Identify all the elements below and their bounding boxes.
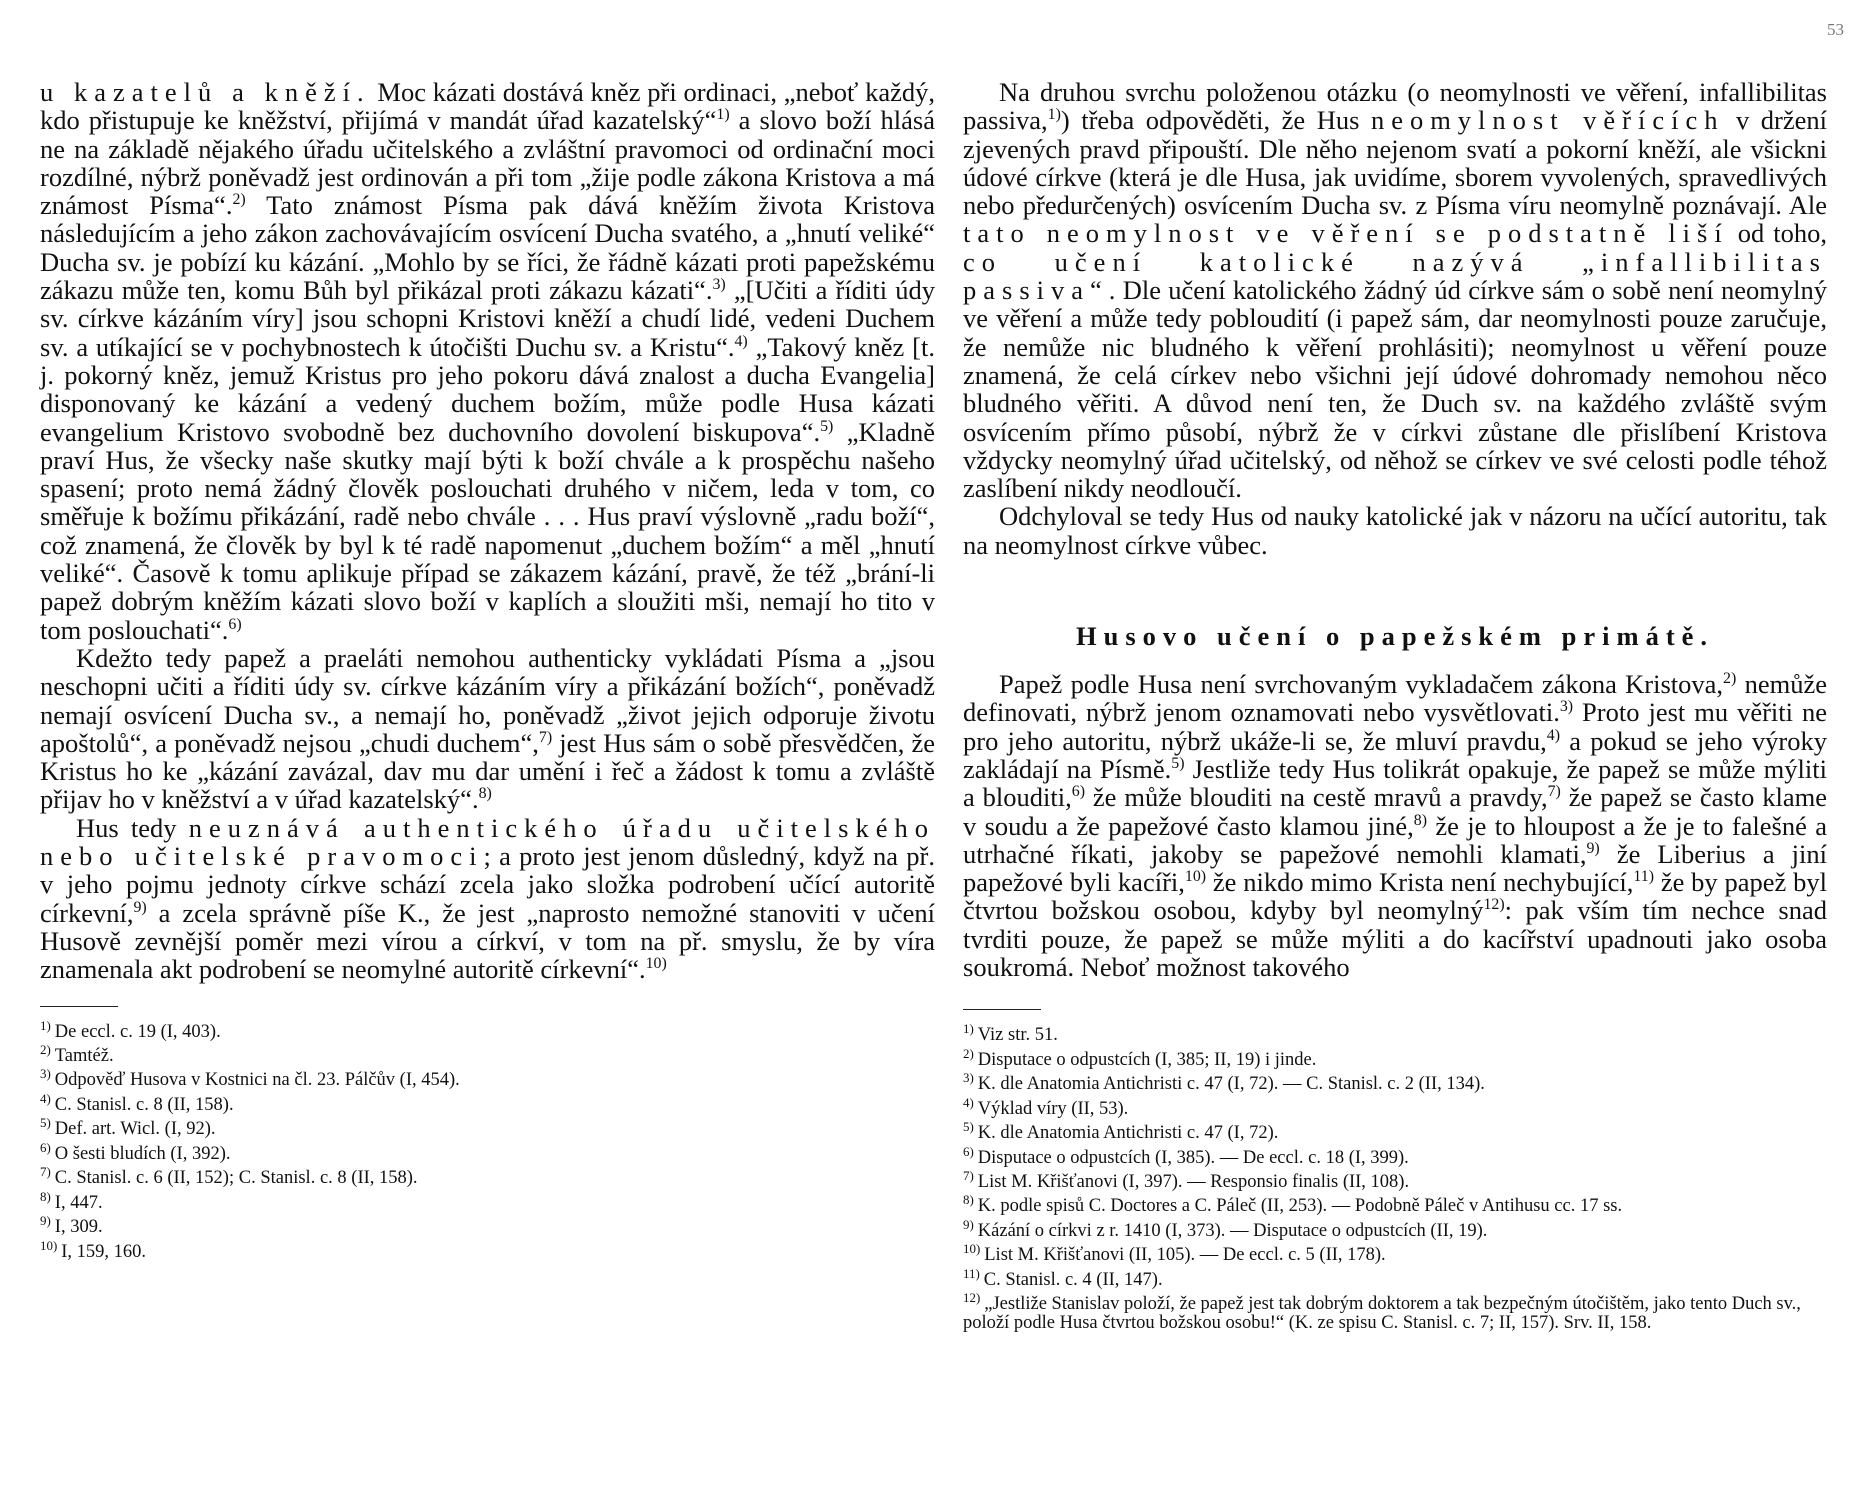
footnote — [963, 1265, 1827, 1289]
paragraph — [963, 670, 1827, 981]
text-run: Kdežto tedy papež a praeláti nemohou authenticky vykládati Písma a „jsou neschopni učiti a říditi údy sv. církve kázáním víry a přikázání božích“, poněvadž nemají osvícení Ducha sv., a nemají ho, poněvadž „život jejich odporuje životu apoštolů“, a poněvadž nejsou „chudi duchem“, — [40, 642, 935, 758]
footnote — [40, 1041, 935, 1065]
footnote-ref: 6) — [1071, 783, 1085, 801]
footnote-ref: 5) — [820, 417, 834, 435]
footnote-ref: 3) — [712, 276, 726, 294]
footnote-text: I, 447. — [54, 1192, 103, 1213]
footnote-mark: 4) — [40, 1090, 51, 1106]
text-run: ; a proto jest jenom důsledný, když na př. v jeho pojmu jednoty církve schází zcela jako složka podrobení učící autoritě církevní, — [40, 841, 935, 928]
footnote — [40, 1114, 935, 1138]
footnote-ref: 5) — [1171, 755, 1185, 773]
footnote-mark: 10) — [963, 1241, 981, 1257]
footnote-ref: 9) — [133, 898, 147, 916]
text-run: ) třeba odpověděti, že Hus — [1060, 105, 1371, 136]
text-run: že nikdo mimo Krista není nechybující, — [1206, 867, 1634, 898]
text-run: „Takový kněz [t. j. pokorný kněz, jemuž Kristus pro jeho pokoru dává znalost a ducha Evangelia] disponovaný ke kázání a vedený duchem božím, může podle Husa kázati evangelium Kristovo svobodně bez duchovního dovolení biskupova“. — [40, 331, 935, 447]
text-run: Moc kázati dostává kněz při ordinaci, „neboť každý, kdo přistupuje ke kněžství, přijímá v mandát úřad kazatelský“ — [40, 77, 935, 136]
footnote-ref: 11) — [1633, 868, 1654, 886]
footnote-mark: 11) — [963, 1265, 980, 1281]
footnote-text: K. dle Anatomia Antichristi c. 47 (I, 72). — C. Stanisl. c. 2 (II, 134). — [977, 1074, 1485, 1095]
footnote-mark: 5) — [40, 1115, 51, 1131]
text-run: Odchyloval se tedy Hus od nauky katolické jak v názoru na učící autoritu, tak na neomylnost církve vůbec. — [963, 501, 1827, 560]
right-footnotes — [963, 1020, 1827, 1332]
spaced-emphasis: neomylnost věřících — [1370, 105, 1725, 136]
footnote-mark: 6) — [963, 1143, 974, 1159]
text-run: že může blouditi na cestě mravů a pravdy, — [1085, 782, 1548, 813]
footnote-mark: 1) — [963, 1021, 974, 1037]
footnote-text: C. Stanisl. c. 8 (II, 158). — [54, 1095, 234, 1116]
footnote-ref: 8) — [478, 785, 492, 803]
footnote-ref: 6) — [228, 615, 242, 633]
footnote-text: List M. Křišťanovi (I, 397). — Responsio finalis (II, 108). — [977, 1172, 1410, 1193]
footnote-ref: 8) — [1413, 811, 1427, 829]
footnote-text: I, 159, 160. — [61, 1241, 147, 1262]
footnote — [40, 1163, 935, 1187]
footnote-mark: 6) — [40, 1139, 51, 1155]
footnote-mark: 3) — [963, 1070, 974, 1086]
footnote-text: C. Stanisl. c. 6 (II, 152); C. Stanisl. c. 8 (II, 158). — [54, 1168, 418, 1189]
footnote-ref: 7) — [538, 729, 553, 746]
text-run: a pokud se jeho výroky zakládají na Písmě. — [963, 725, 1827, 784]
spaced-emphasis: u kazatelů a kněží. — [40, 77, 371, 107]
text-run: že papež se často klame v soudu a že papežové často klamou jiné, — [963, 782, 1827, 841]
footnote-ref: 9) — [1586, 840, 1600, 857]
footnote — [40, 1212, 935, 1236]
footnote-text: Výklad víry (II, 53). — [977, 1098, 1129, 1119]
footnote — [963, 1045, 1827, 1069]
paragraph — [963, 502, 1827, 559]
footnote — [40, 1139, 935, 1163]
footnote-rule — [40, 1006, 118, 1007]
footnote — [40, 1090, 935, 1114]
footnote-text: I, 309. — [54, 1217, 103, 1238]
footnote-mark: 12) — [963, 1290, 981, 1306]
footnote-text: Def. art. Wicl. (I, 92). — [54, 1119, 216, 1140]
footnote — [963, 1118, 1827, 1142]
text-run: že Liberius a jiní papežové byli kacíři, — [963, 838, 1828, 898]
footnote-text: Tamtéž. — [54, 1046, 114, 1067]
footnote-text: K. podle spisů C. Doctores a C. Páleč (II, 253). — Podobně Páleč v Antihusu cc. 17 ss. — [977, 1196, 1623, 1217]
footnote-ref: 10) — [1184, 868, 1207, 886]
footnote-text: K. dle Anatomia Antichristi c. 47 (I, 72). — [977, 1123, 1279, 1144]
footnote-mark: 1) — [40, 1017, 51, 1033]
footnote-mark: 2) — [963, 1045, 974, 1061]
footnote-ref: 2) — [1723, 670, 1737, 688]
text-run: Hus tedy — [76, 812, 189, 843]
footnote-mark: 4) — [963, 1094, 974, 1110]
footnote-mark: 8) — [40, 1188, 51, 1204]
text-run: . Dle učení katolického žádný úd církve sám o sobě není neomylný ve věření a může tedy pobloudití (i papež sám, dar neomylnosti pouze zaručuje, že nemůže nic bludného k věření prohlásiti); neomylnost u věření pouze znamená, že celá církev nebo všichni její údové dohromady nemohou něco bludného věřiti. A důvod není ten, že Duch sv. na každého zvláště svým osvícením přímo působí, nýbrž že v církvi zůstane dle přislíbení Kristova vždycky neomylný úřad učitelský, od něhož se církev ve své celosti podle téhož zaslíbení nikdy neodloučí. — [963, 275, 1827, 504]
footnote-ref: 1) — [716, 106, 730, 124]
footnote-mark: 7) — [40, 1164, 51, 1180]
footnote — [40, 1188, 935, 1212]
footnote-text: C. Stanisl. c. 4 (II, 147). — [983, 1270, 1163, 1290]
text-run: Jestliže tedy Hus tolikrát opakuje, že papež se může mýliti a blouditi, — [963, 753, 1827, 813]
footnote-mark: 7) — [963, 1168, 974, 1184]
footnote-mark: 2) — [40, 1041, 51, 1057]
footnote-text: Kázání o církvi z r. 1410 (I, 373). — Disputace o odpustcích (II, 19). — [977, 1221, 1488, 1242]
spaced-emphasis: tato neomylnost ve věření se podstatně liší — [963, 218, 1729, 249]
paragraph — [40, 644, 935, 814]
footnote-ref: 2) — [232, 191, 246, 209]
right-body-bottom — [963, 670, 1827, 981]
right-body-top — [963, 78, 1827, 559]
footnote-ref: 3) — [1559, 698, 1574, 716]
footnote-mark: 8) — [963, 1192, 974, 1208]
text-run: Proto jest mu věřiti ne pro jeho autoritu, nýbrž ukáže-li se, že mluví pravdu, — [963, 697, 1827, 756]
text-run: Tato známost Písma pak dává kněžím života Kristova následujícím a jeho zákon zachovávajícím osvícení Ducha svatého, a „hnutí veliké“ Ducha sv. je pobízí ku kázání. „Mohlo by se říci, že řádně kázati proti papežskému zákazu může ten, komu Bůh byl přikázal proti zákazu kázati“. — [40, 190, 935, 306]
footnote-rule — [963, 1009, 1041, 1010]
footnote-text: List M. Křišťanovi (II, 105). — De eccl. c. 5 (II, 178). — [984, 1245, 1386, 1266]
paragraph — [40, 814, 935, 984]
footnote — [40, 1017, 935, 1041]
paragraph — [40, 78, 935, 644]
text-run: jest Hus sám o sobě přesvědčen, že Kristus ho ke „kázání zavázal, dav mu dar umění i řeč a žádost k tomu a zvláště přijav ho v kněžství a v úřad kazatelský“. — [40, 727, 935, 815]
paragraph — [963, 78, 1827, 502]
spaced-emphasis: neuznává authentického úřadu učitelského nebo učitelské pravomoci — [40, 812, 935, 872]
footnote — [40, 1237, 935, 1261]
left-column — [40, 78, 935, 1261]
footnote — [963, 1094, 1827, 1118]
text-run: od toho, — [1728, 218, 1827, 249]
footnote-text: O šesti bludích (I, 392). — [54, 1143, 231, 1164]
text-run: Papež podle Husa není svrchovaným vykladačem zákona Kristova, — [999, 669, 1724, 700]
footnote-text: „Jestliže Stanislav položí, že papež jest tak dobrým doktorem a tak bezpečným útočištěm, jako tento Duch sv., položí podle Husa čtvrtou božskou osobu!“ (K. ze spisu C. Stanisl. c. 7; II, 157). Srv. II, 158. — [963, 1294, 1801, 1333]
footnote — [963, 1289, 1827, 1332]
footnote — [963, 1020, 1827, 1044]
footnote — [963, 1143, 1827, 1167]
footnote-mark: 10) — [40, 1237, 58, 1253]
text-run: v držení zjevených pravd připouští. Dle něho nejenom svatí a pokorní kněží, ale všickni údové církve (která je dle Husa, jak uvidíme, sborem vyvolených, spravedlivých nebo předurčených) osvícením Ducha sv. z Písma víru neomylně poznávají. Ale — [963, 105, 1827, 221]
footnote-text: Odpověď Husova v Kostnici na čl. 23. Pálčův (I, 454). — [54, 1070, 460, 1091]
footnote — [963, 1069, 1827, 1093]
footnote-text: De eccl. c. 19 (I, 403). — [54, 1021, 221, 1042]
text-run: a slovo boží hlásá ne na základě nějakého úřadu učitelského a zvláštní pravomoci od ordinační moci rozdílné, nýbrž poněvadž jest ordinován a při tom „žije podle zákona Kristova a má známost Písma“. — [40, 105, 935, 221]
footnote — [963, 1240, 1827, 1264]
footnote-mark: 5) — [963, 1119, 974, 1135]
footnote-ref: 1) — [1047, 106, 1061, 124]
text-run: že by papež byl čtvrtou božskou osobou, kdyby byl neomylný — [963, 867, 1827, 926]
left-footnotes — [40, 1017, 935, 1262]
footnote-text: Disputace o odpustcích (I, 385; II, 19) i jinde. — [977, 1049, 1317, 1070]
footnote-mark: 3) — [40, 1066, 51, 1082]
text-run: : pak vším tím nechce snad tvrditi pouze, že papež se může mýliti a do kacířství upadnouti jako osoba soukromá. Neboť možnost takového — [963, 895, 1827, 983]
text-run: „Kladně praví Hus, že všecky naše skutky mají býti k boží chvále a k prospěchu našeho spasení; proto nemá žádný člověk poslouchati druhého v ničem, leda v tom, co směřuje k božímu přikázání, radě nebo chvále . . . Hus praví výslovně „radu boží“, což znamená, že člověk by byl k té radě napomenut „duchem božím“ a měl „hnutí veliké“. Časově k tomu aplikuje případ se zákazem kázání, pravě, že též „brání-li papež dobrým kněžím kázati slovo boží v kaplích a sloužiti mši, nemají ho tito v tom poslouchati“. — [40, 416, 935, 645]
footnote-ref: 12) — [1483, 896, 1505, 914]
text-run: že je to hloupost a že je to falešné a utrhačné říkati, jakoby se papežové nemohli klamati, — [963, 810, 1828, 869]
footnote — [963, 1191, 1827, 1215]
footnote-mark: 9) — [40, 1213, 51, 1229]
right-column — [963, 78, 1827, 1332]
footnote-ref: 10) — [645, 955, 667, 973]
footnote-ref: 7) — [1547, 783, 1561, 801]
page-number: 53 — [1827, 20, 1844, 39]
footnote — [963, 1216, 1827, 1240]
text-run: „[Učiti a říditi údy sv. církve kázáním víry] jsou schopni Kristovi kněží a chudí lidé, vedeni Duchem sv. a utíkající se v pochybnostech k útočišti Duchu sv. a Kristu“. — [40, 275, 935, 362]
footnote — [40, 1065, 935, 1089]
text-run: nemůže definovati, nýbrž jenom oznamovati nebo vysvětlovati. — [963, 669, 1827, 728]
footnote-ref: 4) — [1546, 726, 1561, 744]
text-run: a zcela správně píše K., že jest „naprosto nemožné stanoviti v učení Husově zevnější poměr mezi vírou a církví, v tom na př. smyslu, že by víra znamenala akt podrobení se neomylné autoritě církevní“. — [40, 897, 935, 985]
left-body — [40, 78, 935, 984]
section-heading: Husovo učení o papežském primátě. — [1075, 621, 1715, 652]
text-run: Na druhou svrchu položenou otázku (o neomylnosti ve věření, infallibilitas passiva, — [963, 77, 1827, 136]
spaced-emphasis: co učení katolické nazývá „infallibilitas passiva“ — [963, 246, 1827, 306]
footnote-text: Disputace o odpustcích (I, 385). — De eccl. c. 18 (I, 399). — [977, 1147, 1409, 1168]
footnote-mark: 9) — [963, 1216, 974, 1232]
footnote-ref: 4) — [734, 332, 748, 350]
footnote-text: Viz str. 51. — [977, 1025, 1058, 1046]
footnote — [963, 1167, 1827, 1191]
